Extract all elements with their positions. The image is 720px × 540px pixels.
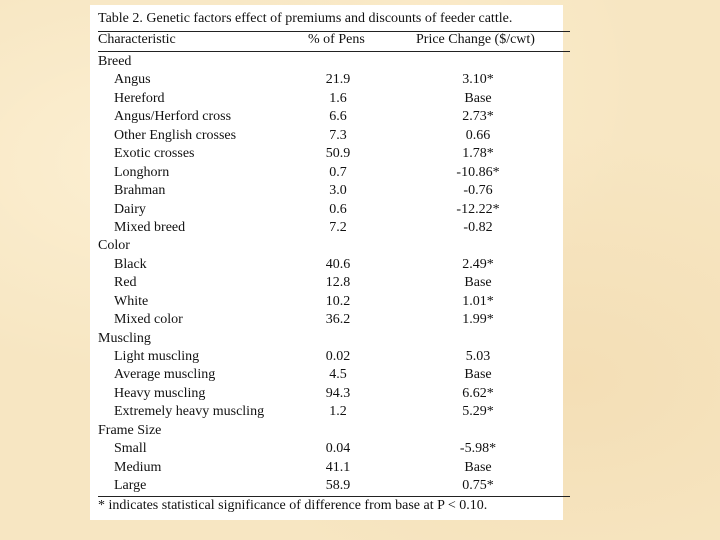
row-pct: 3.0 (329, 183, 347, 199)
header-characteristic: Characteristic (98, 32, 176, 47)
row-price: 0.75* (462, 478, 494, 494)
row-pct: 50.9 (325, 146, 351, 162)
row-price: 1.01* (462, 293, 494, 309)
row-label: Red (114, 275, 137, 291)
row-pct: 1.2 (329, 404, 347, 420)
table-row (90, 293, 563, 311)
row-price: 1.78* (462, 146, 494, 162)
row-label: Brahman (114, 183, 166, 199)
section-label: Breed (98, 54, 132, 69)
row-pct: 58.9 (325, 478, 351, 494)
row-pct: 40.6 (325, 256, 351, 272)
section-heading (90, 422, 563, 440)
row-label: Hereford (114, 90, 165, 106)
row-pct: 0.04 (325, 441, 351, 457)
table-row (90, 385, 563, 403)
row-label: Medium (114, 459, 162, 475)
row-pct: 4.5 (329, 367, 347, 383)
row-pct: 0.7 (329, 164, 347, 180)
row-price: 2.49* (462, 256, 494, 272)
table-row (90, 274, 563, 292)
row-price: Base (464, 90, 492, 106)
table-row (90, 440, 563, 458)
row-label: Extremely heavy muscling (114, 404, 265, 420)
row-label: Mixed color (114, 312, 183, 328)
row-pct: 41.1 (325, 459, 351, 475)
section-heading (90, 237, 563, 255)
header-price-change: Price Change ($/cwt) (416, 32, 535, 47)
row-price: -5.98* (459, 441, 497, 457)
row-pct: 21.9 (325, 72, 351, 88)
table-row (90, 164, 563, 182)
row-pct: 1.6 (329, 90, 347, 106)
table-row (90, 459, 563, 477)
row-price: -0.82 (463, 219, 493, 235)
row-price: Base (464, 459, 492, 475)
row-price: 5.29* (462, 404, 494, 420)
row-price: 3.10* (462, 72, 494, 88)
table-row (90, 127, 563, 145)
table-row (90, 403, 563, 421)
row-pct: 6.6 (329, 109, 347, 125)
table-row (90, 256, 563, 274)
row-pct: 0.6 (329, 201, 347, 217)
row-price: Base (464, 367, 492, 383)
row-price: Base (464, 275, 492, 291)
table-row (90, 108, 563, 126)
row-label: Heavy muscling (114, 385, 206, 401)
table-document (90, 5, 563, 520)
row-pct: 94.3 (325, 385, 351, 401)
row-label: Black (114, 256, 147, 272)
row-price: 2.73* (462, 109, 494, 125)
row-label: Angus/Herford cross (114, 109, 232, 125)
row-price: -12.22* (456, 201, 500, 217)
row-label: Dairy (114, 201, 146, 217)
table-row (90, 311, 563, 329)
table-row (90, 219, 563, 237)
row-price: 1.99* (462, 312, 494, 328)
table-row (90, 182, 563, 200)
row-pct: 7.2 (329, 219, 347, 235)
row-label: Light muscling (114, 349, 200, 364)
row-pct: 7.3 (329, 127, 347, 143)
row-pct: 10.2 (325, 293, 351, 309)
row-price: 5.03 (465, 349, 491, 364)
table-title: Table 2. Genetic factors effect of premiums and discounts of feeder cattle. (98, 11, 513, 26)
row-label: Other English crosses (114, 127, 237, 143)
table-body (90, 53, 563, 496)
section-label: Color (98, 238, 130, 254)
table-row (90, 366, 563, 384)
section-label: Muscling (98, 330, 151, 346)
row-price: 6.62* (462, 385, 494, 401)
header-rule (98, 51, 570, 52)
table-row (90, 477, 563, 495)
table-row (90, 201, 563, 219)
section-label: Frame Size (98, 422, 162, 438)
row-price: -0.76 (463, 183, 493, 199)
row-label: Small (114, 441, 147, 457)
header-percent-of-pens: % of Pens (308, 32, 365, 47)
row-label: White (114, 293, 149, 309)
bottom-rule (98, 496, 570, 497)
table-footnote: * indicates statistical significance of difference from base at P < 0.10. (98, 498, 488, 513)
row-label: Exotic crosses (114, 146, 195, 162)
row-price: -10.86* (456, 164, 500, 180)
row-pct: 0.02 (325, 349, 351, 364)
row-label: Average muscling (114, 367, 216, 383)
table-row (90, 348, 563, 366)
row-label: Large (114, 478, 147, 494)
table-row (90, 145, 563, 163)
row-pct: 12.8 (325, 275, 351, 291)
row-price: 0.66 (465, 127, 491, 143)
row-label: Angus (114, 72, 151, 88)
section-heading (90, 330, 563, 348)
row-label: Longhorn (114, 164, 170, 180)
row-pct: 36.2 (325, 312, 351, 328)
table-row (90, 90, 563, 108)
section-heading (90, 53, 563, 71)
table-row (90, 71, 563, 89)
row-label: Mixed breed (114, 219, 186, 235)
